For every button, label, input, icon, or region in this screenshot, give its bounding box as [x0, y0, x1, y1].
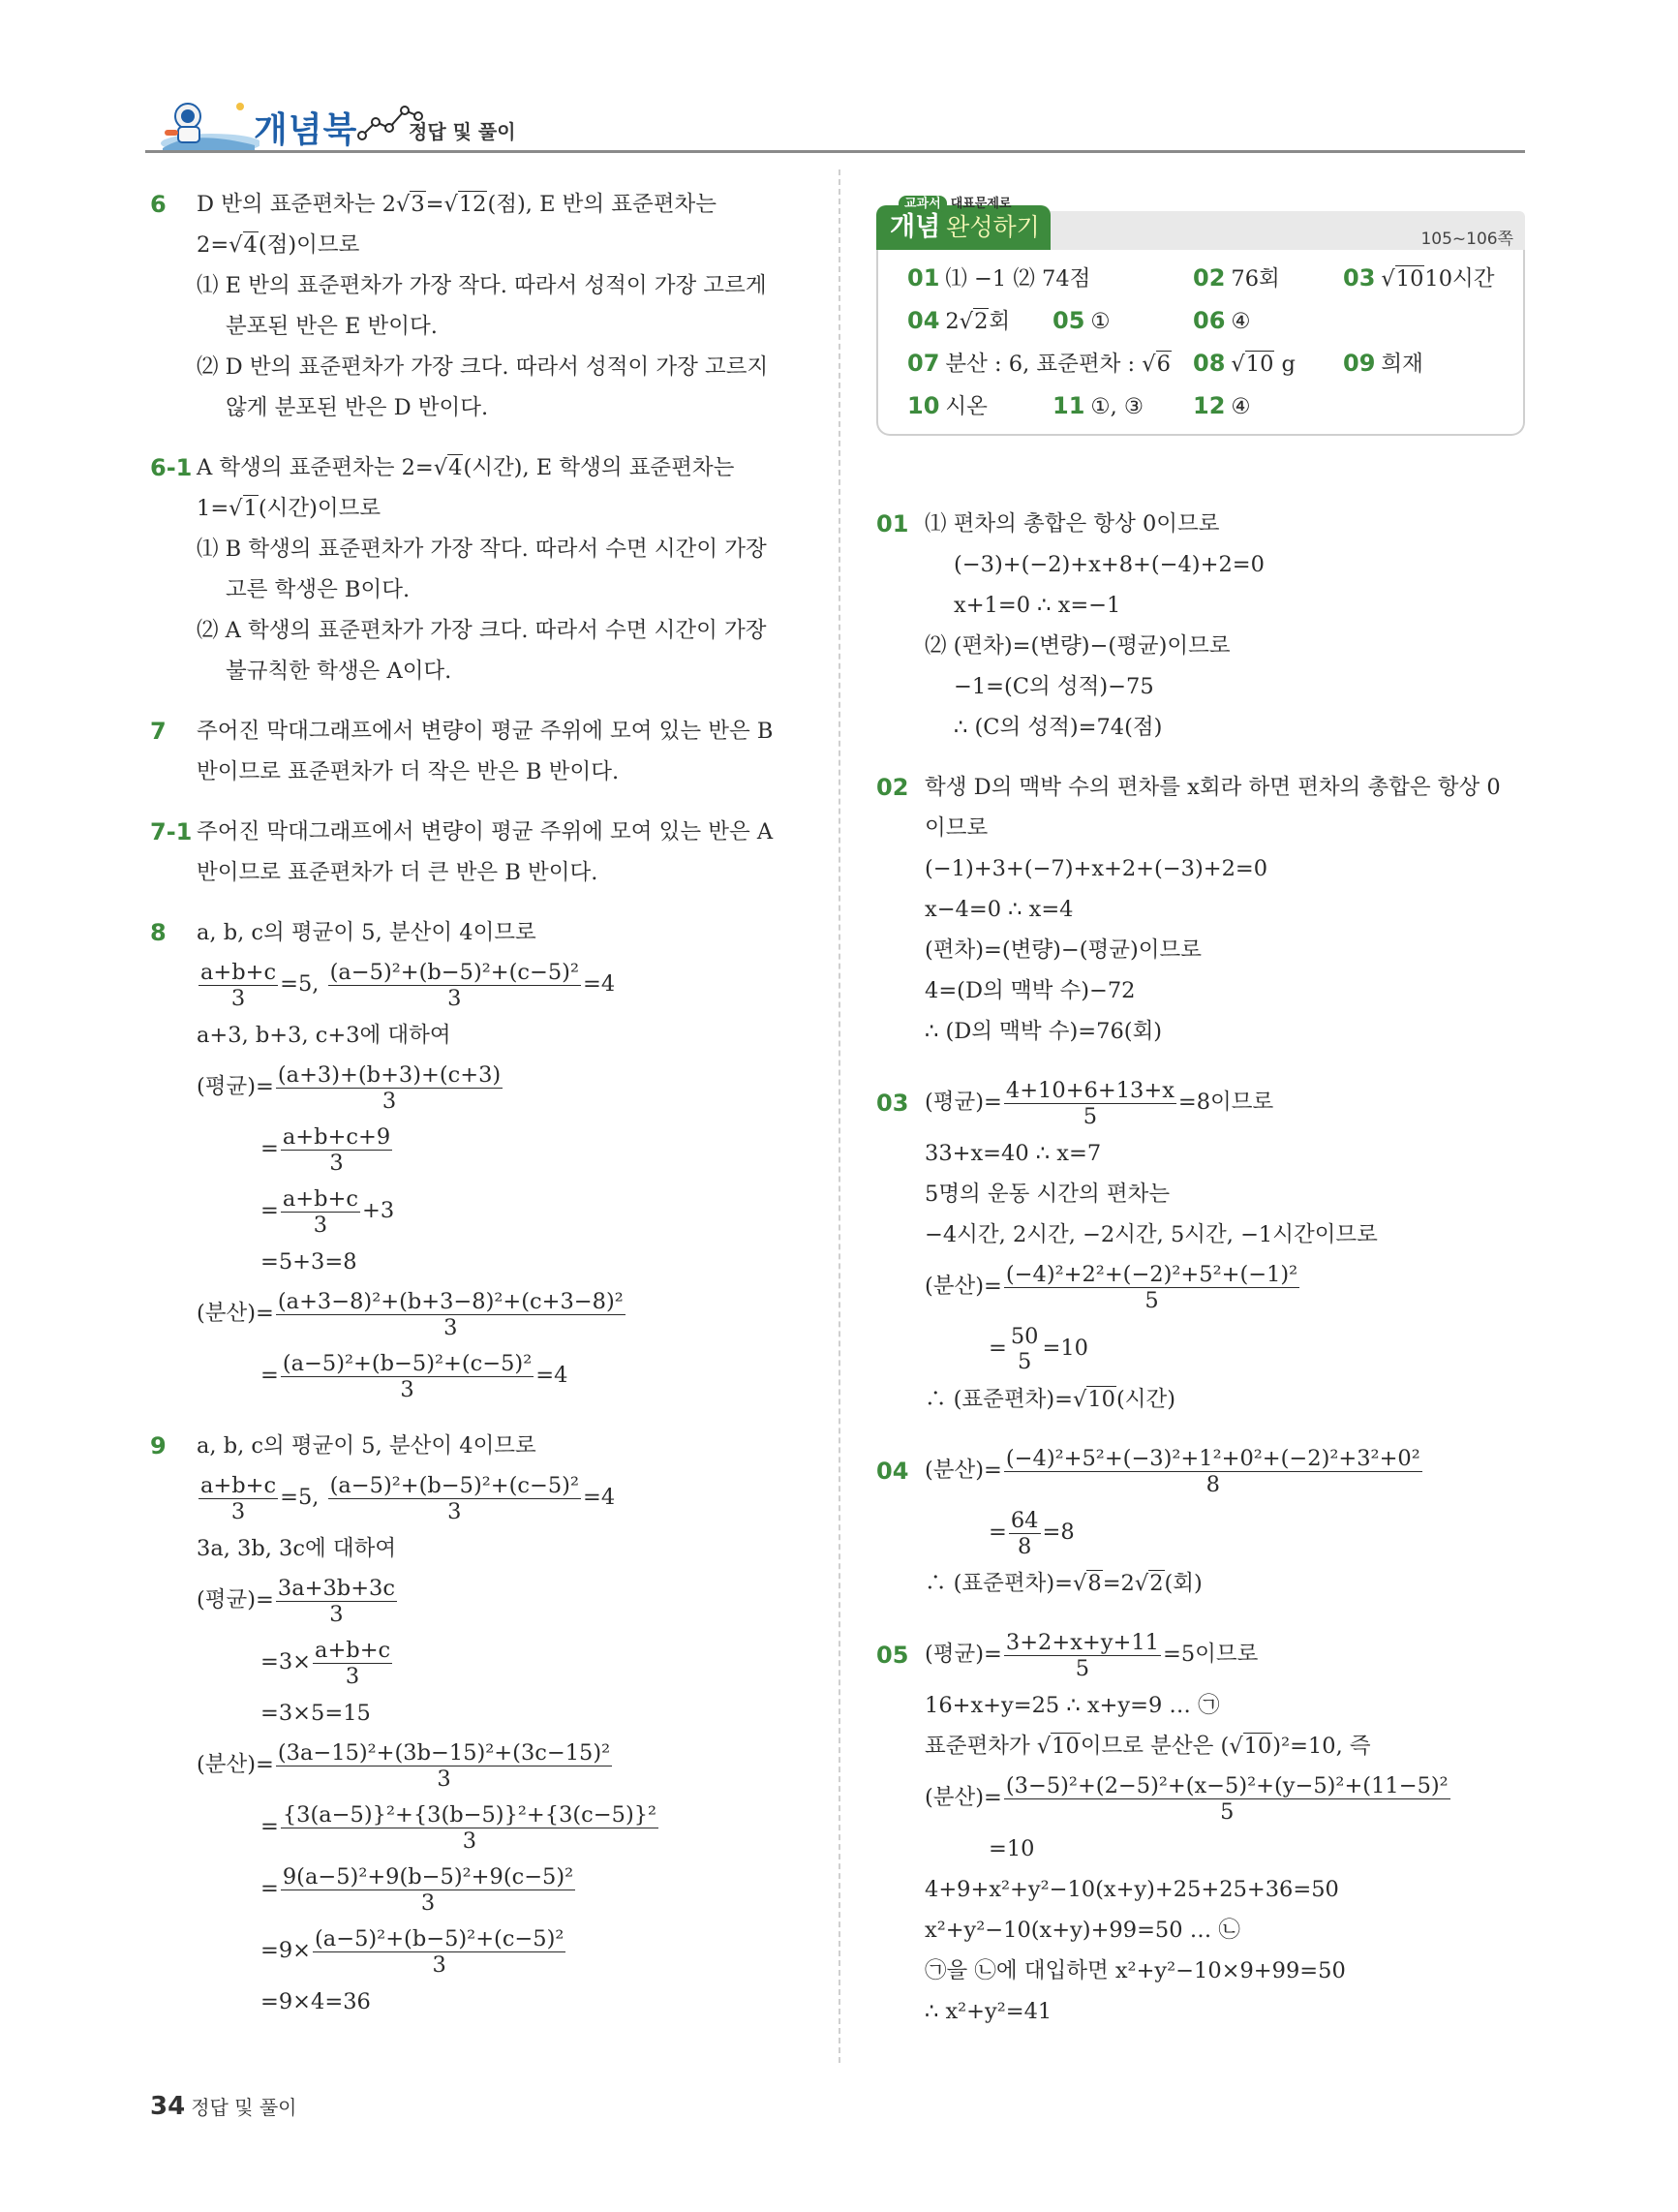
- fraction: [198, 960, 278, 1011]
- numerator: 9(a−5)²+9(b−5)²+9(c−5)²: [282, 1863, 574, 1889]
- sqrt: √10: [1381, 266, 1424, 292]
- denominator: 3: [345, 1663, 360, 1689]
- text: (분산)=: [925, 1785, 1002, 1810]
- numerator: 3+2+x+y+11: [1005, 1629, 1159, 1655]
- answer-number: 10: [907, 392, 940, 419]
- answer-text: ⑴ −1 ⑵ 74점: [945, 266, 1091, 292]
- numerator: (a+3)+(b+3)+(c+3): [277, 1061, 502, 1088]
- fraction: [281, 1186, 360, 1238]
- text-line: =3×5=15: [260, 1701, 371, 1726]
- problem-number: 8: [150, 919, 167, 946]
- denominator: 3: [329, 1150, 344, 1176]
- text: ∴ (표준편차)=: [925, 1387, 1074, 1412]
- text: (평균)=: [925, 1090, 1002, 1115]
- solution-9: [150, 1426, 808, 2022]
- fraction: [281, 1802, 658, 1854]
- solution-8: [150, 912, 808, 1406]
- answer-number: 11: [1053, 392, 1085, 419]
- text: =3×: [260, 1649, 312, 1674]
- text-line: 33+x=40 ∴ x=7: [925, 1141, 1102, 1166]
- spacer: [876, 1052, 1525, 1071]
- sqrt: √8: [1073, 1571, 1102, 1596]
- fraction: [313, 1638, 392, 1689]
- text: 2=: [197, 232, 229, 258]
- text: (시간): [1116, 1387, 1176, 1412]
- equation-row: = $\frac{a+b+c+9}{3}$: [260, 1123, 391, 1176]
- solution-6-1: [150, 447, 808, 691]
- denominator: 3: [313, 1212, 328, 1238]
- numerator: (−4)²+5²+(−3)²+1²+0²+(−2)²+3²+0²: [1005, 1445, 1420, 1471]
- fraction: [1004, 1078, 1176, 1129]
- solution-6: [150, 184, 808, 428]
- text: )²=10, 즉: [1272, 1734, 1371, 1759]
- concept-complete-box: [876, 184, 1525, 504]
- text: =5이므로: [1162, 1642, 1259, 1667]
- equation-row: [197, 1282, 808, 1344]
- radicand: 10: [1395, 266, 1424, 292]
- fraction: [1004, 1446, 1422, 1497]
- text-line: x+1=0 ∴ x=−1: [954, 593, 1121, 618]
- equation-row: [925, 1623, 1525, 1685]
- tab-badge: [899, 184, 1011, 225]
- answer-08: [1193, 343, 1296, 384]
- text-line: [925, 1726, 1525, 1767]
- denominator: 3: [329, 1601, 344, 1627]
- sqrt: √6: [1142, 352, 1171, 377]
- text-line: 학생 D의 맥박 수의 편차를 x회라 하면 편차의 총합은 항상 0: [925, 775, 1501, 800]
- text: =: [989, 1520, 1007, 1545]
- equation-row: [925, 1255, 1525, 1317]
- sqrt: √10: [1229, 1734, 1272, 1759]
- text-line: =10: [989, 1836, 1035, 1861]
- problem-number: 7-1: [150, 818, 193, 845]
- equation-row: = $\frac{\text{\{3(a−5)\}²+\{3(b−5)\}²+\{3(c−5)\}²}}{3}$: [260, 1801, 657, 1854]
- answer-text: 10시간: [1424, 266, 1495, 292]
- badge-label: 대표문제로: [950, 197, 1012, 211]
- spacer: [150, 691, 808, 711]
- answer-01: [907, 258, 1090, 299]
- numerator: a+b+c: [315, 1637, 391, 1663]
- equation-row: [197, 1631, 808, 1693]
- text: (평균)=: [197, 1074, 274, 1099]
- left-column: [150, 184, 808, 2022]
- answer-11: [1053, 385, 1144, 427]
- answer-10: [907, 385, 988, 427]
- answer-number: 06: [1193, 307, 1226, 334]
- equation-row: [197, 1056, 808, 1118]
- text-line: [197, 488, 808, 529]
- text-line: [925, 1563, 1525, 1604]
- answer-text: 2: [945, 309, 960, 334]
- fraction: [276, 1289, 625, 1340]
- fraction: [328, 1473, 581, 1524]
- spacer: [150, 893, 808, 912]
- problem-number: 01: [876, 510, 909, 538]
- fraction: [281, 1124, 392, 1176]
- fraction: [281, 1864, 575, 1916]
- problem-number: 7: [150, 718, 167, 745]
- denominator: 5: [1018, 1349, 1032, 1374]
- text-line: ∴ (D의 맥박 수)=76(회): [925, 1019, 1163, 1044]
- text-line: ⑴ B 학생의 표준편차가 가장 작다. 따라서 수면 시간이 가장: [197, 537, 767, 562]
- denominator: 3: [462, 1828, 477, 1854]
- sqrt: √10: [1231, 352, 1274, 377]
- fraction: [198, 1473, 278, 1524]
- fraction: [328, 960, 581, 1011]
- tab-sub-label: 완성하기: [946, 213, 1040, 241]
- text: 1=: [197, 496, 229, 521]
- numerator: 3a+3b+3c: [277, 1575, 395, 1601]
- text-line: x−4=0 ∴ x=4: [925, 897, 1074, 922]
- spacer: [876, 1604, 1525, 1623]
- sqrt: √12: [443, 192, 487, 217]
- page-footer: [150, 2092, 297, 2121]
- solution-04: [876, 1439, 1525, 1604]
- denominator: 3: [443, 1314, 458, 1340]
- page-range: 105~106쪽: [1420, 230, 1513, 249]
- numerator: 64: [1010, 1507, 1039, 1533]
- text: 표준편차가: [925, 1734, 1037, 1759]
- equation-row: [197, 1466, 808, 1528]
- text: (분산)=: [197, 1301, 274, 1326]
- sqrt: √3: [395, 192, 425, 217]
- spacer: [876, 1420, 1525, 1439]
- equation-row: [197, 953, 808, 1015]
- right-column: [876, 184, 1525, 2032]
- equation-row: = $\frac{\text{9(a−5)²+9(b−5)²+9(c−5)²}}{3}$: [260, 1863, 574, 1916]
- problem-number: 6-1: [150, 454, 193, 481]
- radicand: 4: [243, 232, 258, 258]
- numerator: (a−5)²+(b−5)²+(c−5)²: [329, 1472, 579, 1498]
- text-line: −4시간, 2시간, −2시간, 5시간, −1시간이므로: [925, 1222, 1378, 1247]
- text: +3: [361, 1198, 395, 1223]
- answers-box: [876, 250, 1525, 436]
- radicand: 12: [458, 192, 487, 217]
- numerator: a+b+c: [200, 1472, 277, 1498]
- numerator: a+b+c+9: [282, 1123, 391, 1150]
- text-line: ㉠을 ㉡에 대입하면 x²+y²−10×9+99=50: [925, 1958, 1346, 1983]
- fraction: [1009, 1324, 1041, 1374]
- denominator: 3: [447, 1498, 462, 1524]
- equation-row: [925, 1317, 1525, 1379]
- numerator: (−4)²+2²+(−2)²+5²+(−1)²: [1005, 1261, 1298, 1287]
- text-line: 반이므로 표준편차가 더 작은 반은 B 반이다.: [197, 759, 620, 784]
- answer-text: 분산 : 6, 표준편차 :: [945, 352, 1143, 377]
- answer-number: 01: [907, 264, 940, 292]
- fraction: [1004, 1630, 1161, 1681]
- denominator: 3: [437, 1766, 451, 1792]
- denominator: 5: [1220, 1798, 1235, 1825]
- answer-text: ④: [1231, 309, 1251, 334]
- denominator: 3: [432, 1951, 446, 1978]
- radicand: 10: [1243, 1734, 1272, 1759]
- answer-06: [1193, 300, 1251, 342]
- text-line: (−3)+(−2)+x+8+(−4)+2=0: [954, 552, 1265, 577]
- text: (평균)=: [925, 1642, 1002, 1667]
- fraction: [1009, 1508, 1041, 1559]
- answer-number: 07: [907, 350, 940, 377]
- answer-number: 08: [1193, 350, 1226, 377]
- denominator: 3: [420, 1889, 436, 1916]
- text-line: [197, 447, 808, 488]
- text: (점), E 반의 표준편차는: [487, 192, 717, 217]
- text: =8이므로: [1177, 1090, 1274, 1115]
- text-line: x²+y²−10(x+y)+99=50 … ㉡: [925, 1918, 1240, 1943]
- text-line: [197, 225, 808, 265]
- answer-text: ④: [1231, 394, 1251, 419]
- text-line: =5+3=8: [260, 1249, 357, 1275]
- text-line: a+3, b+3, c+3에 대하여: [197, 1023, 451, 1048]
- denominator: 3: [230, 1498, 246, 1524]
- header-rule: [145, 150, 1525, 153]
- equation-row: [925, 1071, 1525, 1133]
- denominator: 5: [1083, 1103, 1098, 1129]
- text: (평균)=: [197, 1587, 274, 1613]
- text: 이므로 분산은 (: [1080, 1734, 1230, 1759]
- text-line: ⑵ D 반의 표준편차가 가장 크다. 따라서 성적이 가장 고르지: [197, 354, 769, 380]
- equation-row: [197, 1569, 808, 1631]
- denominator: 3: [381, 1088, 397, 1114]
- sqrt: √4: [229, 232, 258, 258]
- text: (시간)이므로: [258, 496, 381, 521]
- text-line: 주어진 막대그래프에서 변량이 평균 주위에 모여 있는 반은 B: [197, 719, 774, 744]
- text-line: 주어진 막대그래프에서 변량이 평균 주위에 모여 있는 반은 A: [197, 819, 774, 845]
- problem-number: 9: [150, 1432, 167, 1459]
- text: =8: [1042, 1520, 1075, 1545]
- answer-04: [907, 300, 1010, 342]
- text: =: [989, 1336, 1007, 1361]
- badge-pill: 교과서: [899, 196, 947, 212]
- answer-text: g: [1274, 352, 1296, 377]
- sqrt: √2: [1134, 1571, 1164, 1596]
- text-line: 4+9+x²+y²−10(x+y)+25+25+36=50: [925, 1877, 1339, 1902]
- book-title: 개념북: [254, 110, 358, 150]
- equation-row: [197, 1734, 808, 1796]
- radicand: 3: [411, 192, 425, 217]
- text: =4: [582, 1485, 616, 1510]
- answer-number: 09: [1343, 350, 1376, 377]
- solution-01: [876, 504, 1525, 748]
- text: (분산)=: [197, 1752, 274, 1777]
- text-line: =9×4=36: [260, 1989, 371, 2014]
- numerator: (a−5)²+(b−5)²+(c−5)²: [282, 1350, 533, 1376]
- equation-row: [197, 1920, 808, 1982]
- radicand: 1: [243, 496, 258, 521]
- text-line: 불규칙한 학생은 A이다.: [226, 659, 452, 684]
- numerator: (a−5)²+(b−5)²+(c−5)²: [329, 959, 579, 985]
- fraction: [1004, 1773, 1450, 1825]
- text-line: 이므로: [925, 815, 989, 841]
- denominator: 8: [1205, 1471, 1220, 1497]
- answer-07: [907, 343, 1172, 384]
- footer-label: 정답 및 풀이: [191, 2096, 297, 2119]
- radicand: 2: [1149, 1571, 1164, 1596]
- text: (점)이므로: [258, 232, 360, 258]
- answer-text: 76회: [1231, 266, 1280, 292]
- text: D 반의 표준편차는 2: [197, 192, 396, 217]
- numerator: (a−5)²+(b−5)²+(c−5)²: [315, 1925, 564, 1951]
- spacer: [150, 428, 808, 447]
- numerator: {3(a−5)}²+{3(b−5)}²+{3(c−5)}²: [282, 1801, 657, 1828]
- answer-text: ①, ③: [1090, 394, 1144, 419]
- text: A 학생의 표준편차는 2=: [197, 455, 434, 480]
- text: =10: [1042, 1336, 1088, 1361]
- text-line: ⑵ A 학생의 표준편차가 가장 크다. 따라서 수면 시간이 가장: [197, 618, 767, 643]
- fraction: [281, 1351, 534, 1402]
- sqrt: √2: [959, 309, 989, 334]
- page-number: 34: [150, 2092, 186, 2121]
- fraction: [1004, 1262, 1299, 1313]
- column-divider: [839, 169, 840, 2063]
- answer-12: [1193, 385, 1251, 427]
- text: ∴ (표준편차)=: [925, 1571, 1074, 1596]
- radicand: 10: [1052, 1734, 1080, 1759]
- problem-number: 03: [876, 1090, 909, 1117]
- tab-main-label: 개념: [890, 212, 941, 242]
- text-line: ⑴ 편차의 총합은 항상 0이므로: [925, 511, 1220, 537]
- problem-number: 02: [876, 774, 909, 801]
- text-line: 분포된 반은 E 반이다.: [226, 314, 438, 339]
- text-line: [925, 1379, 1525, 1420]
- fraction: [276, 1576, 397, 1627]
- text-line: 5명의 운동 시간의 편차는: [925, 1182, 1171, 1207]
- numerator: (3a−15)²+(3b−15)²+(3c−15)²: [277, 1739, 611, 1766]
- numerator: (3−5)²+(2−5)²+(x−5)²+(y−5)²+(11−5)²: [1005, 1772, 1449, 1798]
- answer-text: 희재: [1381, 352, 1423, 377]
- spacer: [150, 792, 808, 812]
- radicand: 8: [1087, 1571, 1102, 1596]
- equation-row: = $\frac{a+b+c}{3}$ +3: [260, 1185, 395, 1238]
- text-line: a, b, c의 평균이 5, 분산이 4이므로: [197, 1433, 536, 1459]
- answer-text: 시온: [945, 394, 988, 419]
- sqrt: √10: [1036, 1734, 1080, 1759]
- equation-row: [925, 1501, 1525, 1563]
- text: =5,: [280, 1485, 320, 1510]
- answer-number: 05: [1053, 307, 1085, 334]
- text: (시간), E 학생의 표준편차는: [463, 455, 735, 480]
- numerator: a+b+c: [282, 1185, 358, 1212]
- text: =9×: [260, 1938, 312, 1963]
- answer-number: 03: [1343, 264, 1376, 292]
- astronaut-mascot-icon: [153, 95, 259, 151]
- answer-09: [1343, 343, 1423, 384]
- denominator: 8: [1018, 1533, 1032, 1559]
- text: (분산)=: [925, 1458, 1002, 1483]
- solution-05: [876, 1623, 1525, 2032]
- sqrt: √10: [1073, 1387, 1115, 1412]
- radicand: 10: [1087, 1387, 1115, 1412]
- text-line: 않게 분포된 반은 D 반이다.: [226, 395, 489, 420]
- text: =2: [1102, 1571, 1135, 1596]
- denominator: 3: [400, 1376, 414, 1402]
- numerator: a+b+c: [200, 959, 277, 985]
- problem-number: 6: [150, 191, 167, 218]
- radicand: 10: [1245, 352, 1274, 377]
- solution-03: [876, 1071, 1525, 1420]
- answer-03: [1343, 258, 1495, 299]
- solution-7-1: [150, 812, 808, 893]
- radicand: 2: [974, 309, 989, 334]
- answer-text: 회: [989, 309, 1011, 334]
- text-line: 3a, 3b, 3c에 대하여: [197, 1536, 397, 1561]
- sqrt: √1: [229, 496, 258, 521]
- problem-number: 05: [876, 1642, 909, 1669]
- denominator: 5: [1144, 1287, 1159, 1313]
- denominator: 5: [1075, 1655, 1090, 1681]
- answer-number: 04: [907, 307, 940, 334]
- equation-row: = $\frac{\text{(a−5)²+(b−5)²+(c−5)²}}{3}$ =4: [260, 1350, 568, 1402]
- text-line: 반이므로 표준편차가 더 큰 반은 B 반이다.: [197, 860, 598, 885]
- answer-02: [1193, 258, 1280, 299]
- radicand: 4: [448, 455, 463, 480]
- text-line: 16+x+y=25 ∴ x+y=9 … ㉠: [925, 1693, 1220, 1718]
- text: =4: [582, 971, 616, 997]
- text-line: (편차)=(변량)−(평균)이므로: [925, 937, 1202, 963]
- text-line: ⑴ E 반의 표준편차가 가장 작다. 따라서 성적이 가장 고르게: [197, 273, 767, 298]
- text-line: ⑵ (편차)=(변량)−(평균)이므로: [925, 633, 1231, 659]
- text-line: (−1)+3+(−7)+x+2+(−3)+2=0: [925, 856, 1268, 881]
- text-line: [197, 184, 808, 225]
- solution-02: [876, 767, 1525, 1052]
- sqrt: √4: [433, 455, 463, 480]
- text-line: 4=(D의 맥박 수)−72: [925, 978, 1136, 1003]
- spacer: [150, 1406, 808, 1426]
- numerator: 50: [1010, 1324, 1039, 1349]
- text-line: −1=(C의 성적)−75: [954, 674, 1154, 699]
- text-line: 고른 학생은 B이다.: [226, 577, 411, 602]
- text: (회): [1164, 1571, 1203, 1596]
- solution-7: [150, 711, 808, 792]
- fraction: [313, 1926, 565, 1978]
- text: =: [425, 192, 444, 217]
- text-line: a, b, c의 평균이 5, 분산이 4이므로: [197, 920, 536, 945]
- text: =4: [535, 1363, 568, 1388]
- text: =5,: [280, 971, 320, 997]
- fraction: [276, 1062, 503, 1114]
- page-header: [145, 95, 1525, 153]
- header-subtitle: 정답 및 풀이: [409, 120, 516, 143]
- text-line: ∴ (C의 성적)=74(점): [954, 715, 1163, 740]
- denominator: 3: [230, 985, 246, 1011]
- radicand: 6: [1156, 352, 1171, 377]
- numerator: (a+3−8)²+(b+3−8)²+(c+3−8)²: [277, 1288, 624, 1314]
- spacer: [876, 748, 1525, 767]
- denominator: 3: [447, 985, 462, 1011]
- text-line: ∴ x²+y²=41: [925, 1999, 1053, 2024]
- answer-number: 02: [1193, 264, 1226, 292]
- problem-number: 04: [876, 1458, 909, 1485]
- answer-text: ①: [1090, 309, 1111, 334]
- equation-row: [925, 1439, 1525, 1501]
- numerator: 4+10+6+13+x: [1005, 1077, 1175, 1103]
- text: (분산)=: [925, 1274, 1002, 1299]
- answer-05: [1053, 300, 1111, 342]
- fraction: [276, 1740, 612, 1792]
- answer-number: 12: [1193, 392, 1226, 419]
- equation-row: [925, 1767, 1525, 1828]
